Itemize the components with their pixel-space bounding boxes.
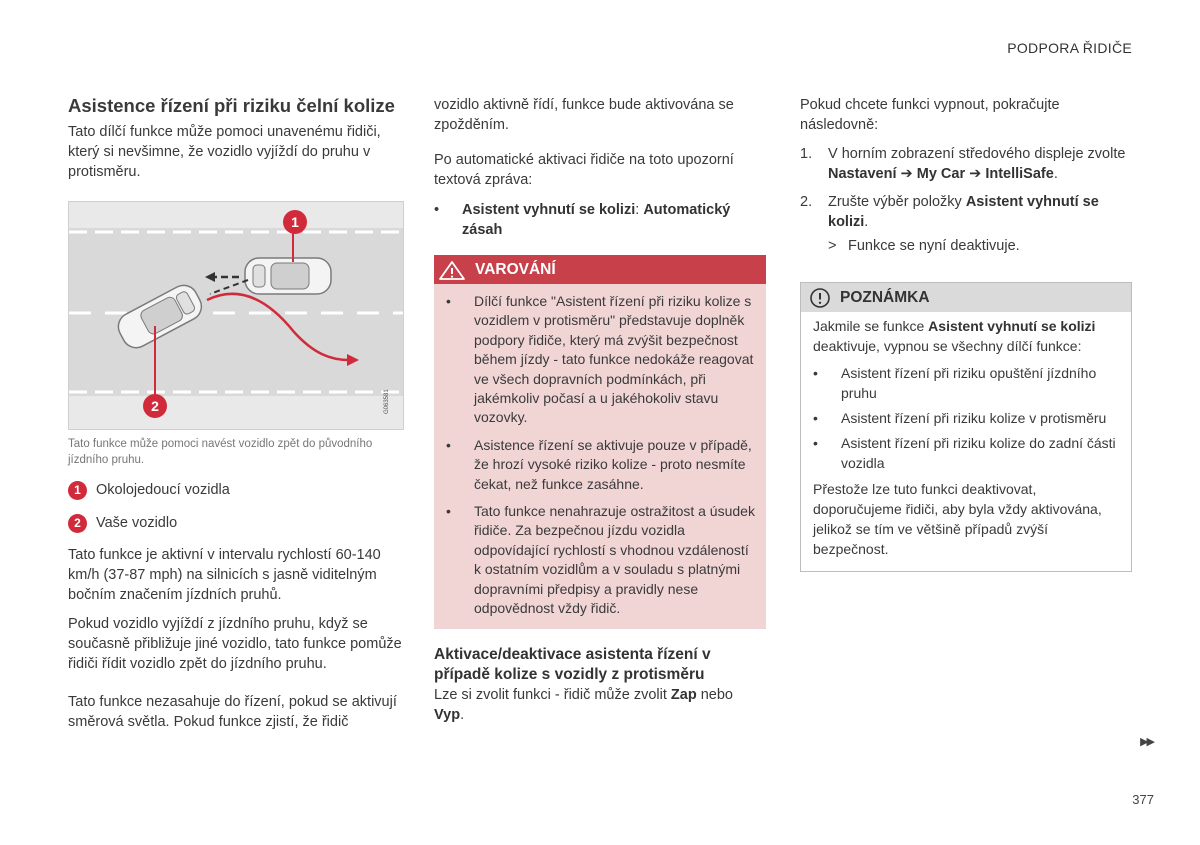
zap-option: Zap — [670, 686, 697, 703]
oncoming-car — [245, 258, 331, 294]
illustration-figure — [68, 201, 404, 430]
arrow-icon: ➔ — [900, 166, 913, 182]
bullet-marker: • — [813, 435, 818, 451]
step-2-bold: Asistent vyhnutí se kolizi — [828, 194, 1099, 230]
warning-body — [434, 284, 766, 629]
column-1 — [68, 95, 404, 732]
or-text: nebo — [696, 686, 733, 703]
bullet-marker: • — [446, 293, 451, 309]
turn-signal-paragraph: Tato funkce nezasahuje do řízení, pokud se aktivují směrová světla. Pokud funkce zjistí, že řidič — [68, 694, 397, 730]
info-icon — [809, 287, 831, 309]
legend-number-2: 2 — [68, 514, 87, 533]
warning-triangle-icon — [437, 259, 467, 281]
note-lead: Jakmile se funkce Asistent vyhnutí se kolizi deaktivuje, vypnou se všechny dílčí funkce: — [813, 318, 1096, 354]
marker2-label: 2 — [151, 398, 159, 414]
figure-caption: Tato funkce může pomoci navést vozidlo zpět do původního jízdního pruhu. — [68, 438, 373, 466]
menu-path-mycar: My Car — [916, 166, 966, 182]
bullet-marker: • — [446, 436, 451, 453]
result-marker: > — [828, 238, 837, 254]
message-separator: : — [635, 202, 644, 218]
vyp-option: Vyp — [434, 706, 461, 723]
note-item-text: Asistent řízení při riziku kolize do zadní části vozidla — [841, 435, 1116, 471]
deactivate-intro: Pokud chcete funkci vypnout, pokračujte následovně: — [800, 97, 1060, 133]
section-title: Asistence řízení při riziku čelní kolize — [68, 95, 395, 116]
step-1-text: V horním zobrazení středového displeje zvolte — [828, 146, 1126, 162]
message-bold-2: Automatický zásah — [462, 202, 731, 238]
note-closing: Přestože lze tuto funkci deaktivovat, doporučujeme řidiči, aby byla vždy aktivována, jelikož se tím ve většině případů zvýší bezpečnost. — [813, 481, 1102, 557]
legend-number-1: 1 — [68, 481, 87, 500]
steer-back-paragraph: Pokud vozidlo vyjíždí z jízdního pruhu, když se současně přibližuje jiné vozidlo, tato funkce pomůže řidiči řídit vozidlo zpět do jízdního pruhu. — [68, 616, 402, 672]
warning-header — [434, 255, 766, 284]
note-title: POZNÁMKA — [840, 288, 930, 306]
marker1-label: 1 — [291, 214, 299, 230]
legend-text-1: Okolojedoucí vozidla — [96, 482, 230, 498]
step-number: 1. — [800, 146, 813, 162]
section-header: PODPORA ŘIDIČE — [1007, 40, 1132, 56]
warning-item-text: Dílčí funkce "Asistent řízení při riziku kolize s vozidlem v protisměru" představuje doplněk podpory řidiče, který má zvýšit bezpečnost během jízdy - tato funkce nedokáže reagovat ve všech dopravních podmínkách, při jakémkoliv počasí a u jakéhokoliv stavu vozovky. — [474, 293, 754, 426]
bullet-marker: • — [434, 202, 440, 218]
bullet-marker: • — [813, 365, 818, 381]
activation-paragraph — [434, 685, 766, 725]
arrow-icon: ➔ — [969, 166, 982, 182]
period: . — [460, 706, 465, 723]
note-item — [813, 408, 1117, 428]
select-text: Lze si zvolit funkci - řidič může zvolit — [434, 686, 671, 703]
step-result — [800, 236, 1132, 256]
note-item-text: Asistent řízení při riziku kolize v protisměru — [841, 410, 1107, 426]
note-header — [801, 283, 1131, 312]
menu-path-settings: Nastavení — [828, 166, 897, 182]
figure-code: G063581 — [384, 389, 390, 414]
delay-paragraph: vozidlo aktivně řídí, funkce bude aktivována se zpožděním. — [434, 97, 734, 133]
warning-item — [446, 502, 756, 618]
warning-box — [434, 255, 766, 629]
warning-title: VAROVÁNÍ — [475, 260, 556, 278]
message-intro-paragraph: Po automatické aktivaci řidiče na toto upozorní textová zpráva: — [434, 152, 734, 188]
legend-item-1 — [68, 480, 404, 500]
legend-text-2: Vaše vozidlo — [96, 515, 178, 531]
warning-item-text: Tato funkce nenahrazuje ostražitost a úsudek řidiče. Za bezpečnou jízdu vozidla odpovídající rychlostí s vhodnou vzdáleností k ostatním vozidlům a v souladu s platnými dopravními předpisy a pravidly nese odpovědnost vždy řidič. — [474, 503, 755, 617]
column-3 — [800, 95, 1132, 572]
message-bold: Asistent vyhnutí se kolizi — [462, 202, 636, 218]
step-1: 1. V horním zobrazení středového displeje zvolte Nastavení ➔ My Car ➔ IntelliSafe. — [800, 146, 1126, 182]
bullet-marker: • — [446, 503, 451, 520]
menu-path-intellisafe: IntelliSafe — [985, 166, 1054, 182]
step-2-text: Zrušte výběr položky — [828, 194, 966, 210]
next-page-icon: ▶▶ — [1140, 736, 1153, 748]
step-number: 2. — [800, 194, 813, 210]
activation-subtitle: Aktivace/deaktivace asistenta řízení v případě kolize s vozidly z protisměru — [434, 645, 711, 683]
note-item — [813, 433, 1117, 473]
note-lead-bold: Asistent vyhnutí se kolizi — [928, 318, 1096, 334]
speed-range-paragraph: Tato funkce je aktivní v intervalu rychlostí 60-140 km/h (37-87 mph) na silnicích s jasně viditelným bočním značením jízdních pruhů. — [68, 547, 381, 603]
page-number: 377 — [1132, 792, 1154, 807]
column-2 — [434, 95, 766, 725]
note-box — [800, 282, 1132, 572]
bullet-marker: • — [813, 410, 818, 426]
step-2: 2. Zrušte výběr položky Asistent vyhnutí se kolizi. — [800, 194, 1099, 230]
note-body — [801, 312, 1131, 571]
warning-item-text: Asistence řízení se aktivuje pouze v případě, že hrozí vysoké riziko kolize - proto nesmíte čekat, než funkce zasáhne. — [474, 436, 752, 492]
legend-item-2 — [68, 513, 404, 533]
warning-item — [446, 292, 756, 428]
result-text: Funkce se nyní deaktivuje. — [848, 238, 1020, 254]
note-item-text: Asistent řízení při riziku opuštění jízdního pruhu — [841, 365, 1097, 401]
warning-item — [446, 436, 756, 494]
message-item — [434, 200, 766, 240]
lane-assist-illustration — [69, 202, 403, 429]
intro-paragraph: Tato dílčí funkce může pomoci unavenému řidiči, který si nevšimne, že vozidlo vyjíždí do pruhu v protisměru. — [68, 124, 381, 180]
note-item — [813, 363, 1117, 403]
